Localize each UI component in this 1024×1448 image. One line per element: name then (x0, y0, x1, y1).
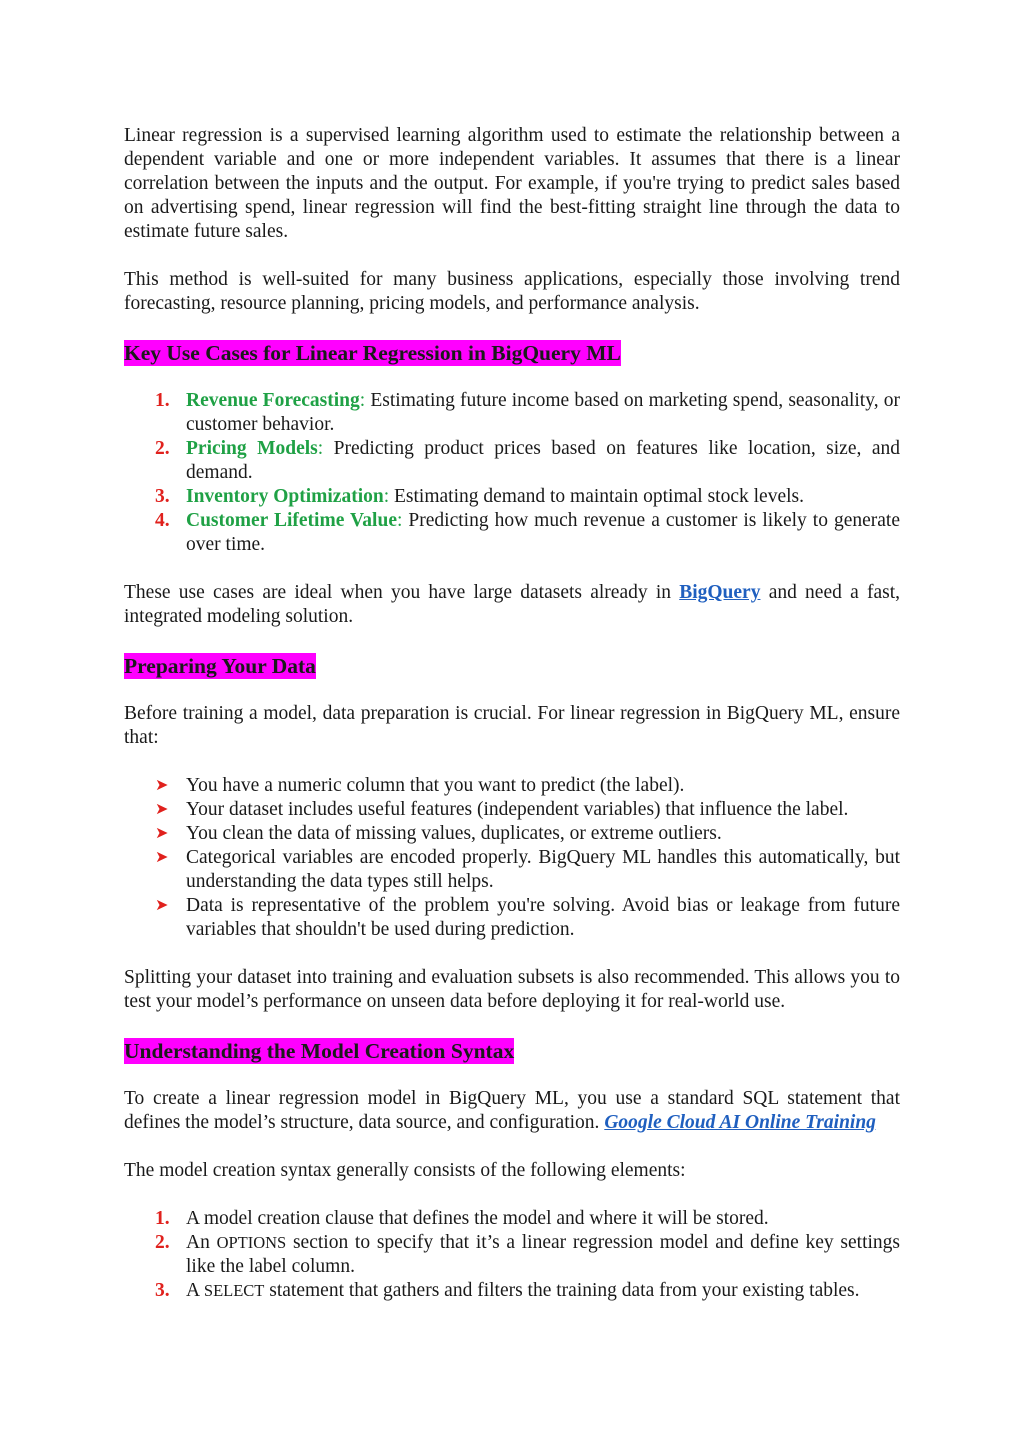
code-keyword: SELECT (203, 1281, 265, 1300)
list-text: Predicting product prices based on features like location, size, and demand. (186, 438, 900, 483)
model-syntax-text: To create a linear regression model in BigQuery ML, you use a standard SQL statement that defines the model’s structure, data source, and configuration. (124, 1088, 900, 1133)
arrow-bullet-icon: ➤ (155, 849, 169, 866)
intro-paragraph-1: Linear regression is a supervised learning algorithm used to estimate the relationship between a dependent variable and one or more independent variables. It assumes that there is a linear correlation between the inputs and the output. For example, if you're trying to predict sales based on advertising spend, linear regression will find the best-fitting straight line through the data to estimate future sales. (124, 125, 900, 242)
list-text: A model creation clause that defines the model and where it will be stored. (186, 1208, 769, 1229)
list-item (155, 822, 900, 846)
syntax-elements-list (124, 1207, 900, 1303)
list-text: Your dataset includes useful features (independent variables) that influence the label. (186, 799, 849, 820)
list-term: Customer Lifetime Value (186, 510, 397, 531)
google-cloud-ai-training-link[interactable]: Google Cloud AI Online Training (604, 1112, 876, 1133)
section-heading-preparing-data: Preparing Your Data (124, 654, 316, 678)
list-item (155, 485, 900, 509)
list-text: Predicting how much revenue a customer is likely to generate over time. (186, 510, 901, 555)
list-colon: : (383, 486, 390, 507)
bigquery-link[interactable]: BigQuery (679, 582, 761, 603)
list-number: 1. (155, 390, 170, 411)
use-cases-closing (124, 581, 900, 629)
list-number: 3. (155, 486, 170, 507)
list-number: 2. (155, 1232, 170, 1253)
document-body (124, 124, 900, 1327)
closing-text-before: These use cases are ideal when you have large datasets already in (124, 582, 680, 603)
list-item (155, 846, 900, 894)
section-heading-model-syntax: Understanding the Model Creation Syntax (124, 1039, 515, 1063)
preparing-data-intro: Before training a model, data preparation is crucial. For linear regression in BigQuery ML, ensure that: (124, 703, 900, 748)
closing-text-after: and need a fast, integrated modeling solution. (124, 582, 900, 627)
list-item (155, 798, 900, 822)
preparing-data-list (124, 774, 900, 942)
list-term: Inventory Optimization (186, 486, 384, 507)
list-item (155, 774, 900, 798)
use-cases-list (124, 389, 900, 557)
code-keyword: OPTIONS (216, 1233, 287, 1252)
arrow-bullet-icon: ➤ (155, 777, 169, 794)
list-number: 4. (155, 510, 170, 531)
list-text: Estimating future income based on marketing spend, seasonality, or customer behavior. (186, 390, 900, 435)
list-term: Revenue Forecasting (186, 390, 360, 411)
list-text: Categorical variables are encoded properly. BigQuery ML handles this automatically, but understanding the data types still helps. (186, 847, 900, 892)
arrow-bullet-icon: ➤ (155, 825, 169, 842)
list-item (155, 1207, 900, 1231)
list-item (155, 894, 900, 942)
list-text: You clean the data of missing values, duplicates, or extreme outliers. (186, 823, 722, 844)
preparing-data-closing: Splitting your dataset into training and evaluation subsets is also recommended. This allows you to test your model’s performance on unseen data before deploying it for real-world use. (124, 967, 900, 1012)
list-number: 2. (155, 438, 170, 459)
list-colon: : (317, 438, 324, 459)
list-text: statement that gathers and filters the training data from your existing tables. (264, 1280, 860, 1301)
list-text: Data is representative of the problem you're solving. Avoid bias or leakage from future variables that shouldn't be used during prediction. (186, 895, 900, 940)
arrow-bullet-icon: ➤ (155, 897, 169, 914)
section-heading-use-cases: Key Use Cases for Linear Regression in BigQuery ML (124, 341, 621, 365)
model-syntax-paragraph-2: The model creation syntax generally consists of the following elements: (124, 1160, 686, 1181)
intro-paragraph-2: This method is well-suited for many business applications, especially those involving trend forecasting, resource planning, pricing models, and performance analysis. (124, 269, 900, 314)
list-colon: : (396, 510, 403, 531)
list-item (155, 1231, 900, 1279)
list-term: Pricing Models (186, 438, 318, 459)
list-item (155, 509, 901, 557)
model-syntax-paragraph-1 (124, 1087, 900, 1135)
list-item (155, 389, 900, 437)
list-number: 3. (155, 1280, 170, 1301)
arrow-bullet-icon: ➤ (155, 801, 169, 818)
section-heading-wrap (124, 653, 900, 680)
list-text: section to specify that it’s a linear regression model and define key settings like the label column. (186, 1232, 900, 1277)
list-item (155, 1279, 900, 1303)
section-heading-wrap (124, 1038, 900, 1065)
list-text: You have a numeric column that you want to predict (the label). (186, 775, 685, 796)
list-item (155, 437, 900, 485)
list-text: An (186, 1232, 217, 1253)
section-heading-wrap (124, 340, 900, 367)
list-text: A (186, 1280, 204, 1301)
list-text: Estimating demand to maintain optimal stock levels. (389, 486, 804, 507)
list-number: 1. (155, 1208, 170, 1229)
list-colon: : (359, 390, 366, 411)
